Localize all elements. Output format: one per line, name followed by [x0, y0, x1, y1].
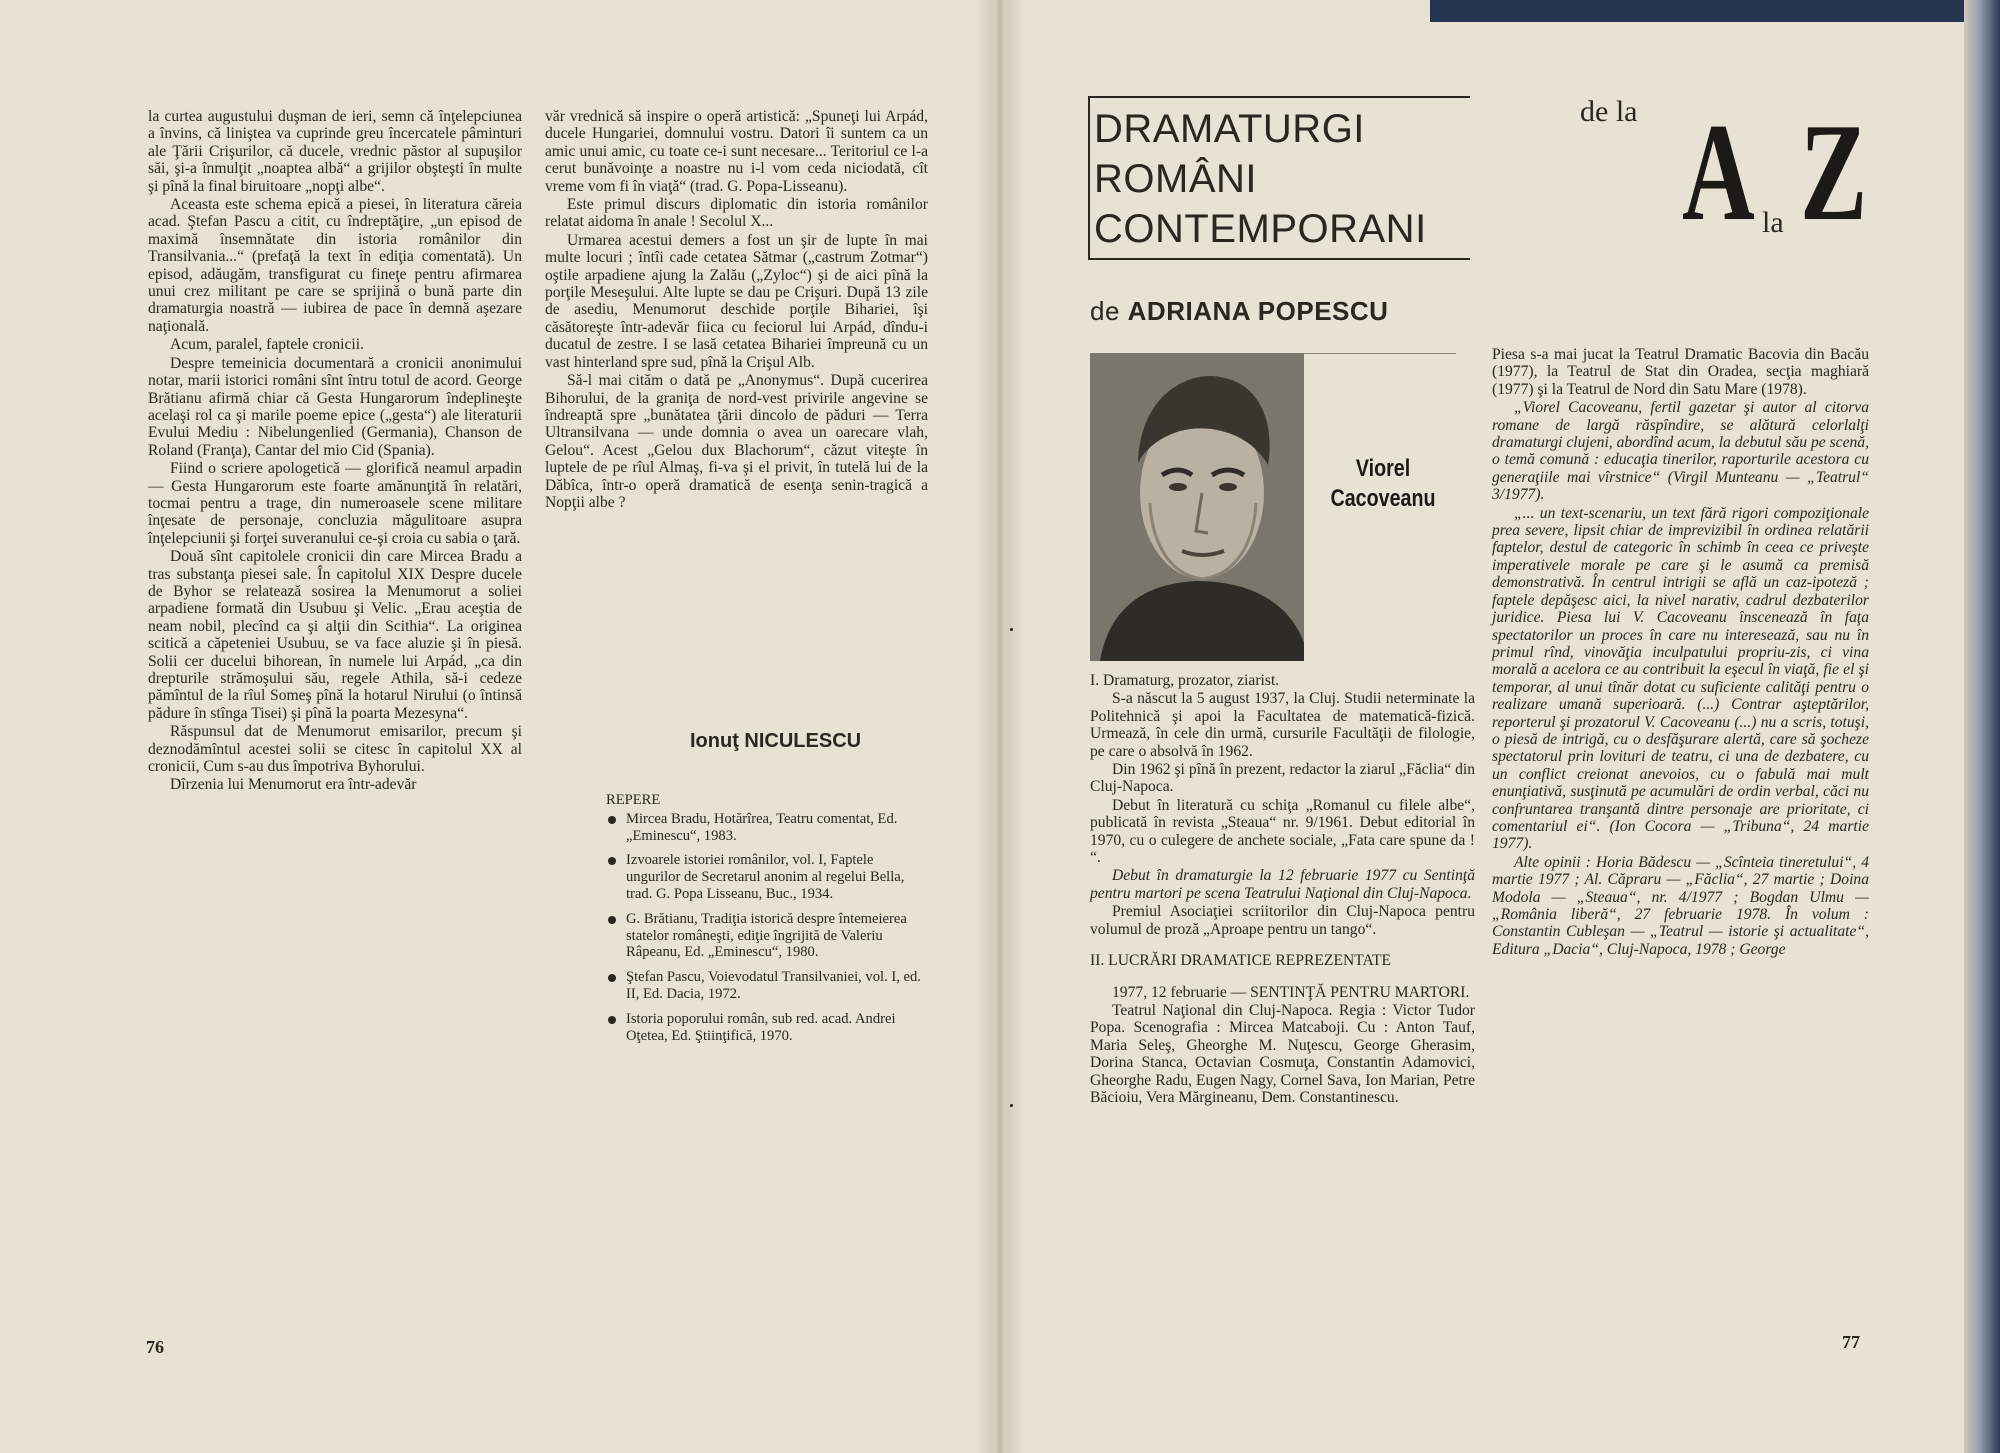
paragraph: „Viorel Cacoveanu, fertil gazetar şi autor al citorva romane de largă răspîndire, se alătură celorlalţi dramaturgi clujeni, abordînd acum, la debutul său pe scenă, o temă comună : educaţia tinerilor, raporturile acestora cu generaţiile mai vîrstnice“ (Virgil Munteanu — „Teatrul“ 3/1977).	[1492, 399, 1869, 504]
header-line: CONTEMPORANI	[1094, 207, 1427, 251]
references-box	[606, 792, 926, 1052]
print-mark	[1010, 628, 1013, 631]
page-number-right: 77	[1842, 1332, 1860, 1352]
header-line: DRAMATURGI	[1094, 107, 1365, 151]
reference-item: G. Brătianu, Tradiţia istorică despre întemeierea statelor româneşti, ediţie îngrijită de Valeriu Râpeanu, Ed. „Eminescu“, 1980.	[606, 911, 926, 961]
paragraph: Răspunsul dat de Menumorut emisarilor, precum şi deznodămîntul acestei solii se citesc în capitolul XX al cronicii, Cum s-au dus împotriva Byhorului.	[148, 723, 522, 776]
de-la-label: de la	[1580, 95, 1638, 128]
paragraph: Aceasta este schema epică a piesei, în literatura căreia acad. Ştefan Pascu a citit, cu îndreptăţire, „un episod de maximă însemnătate din istoria românilor din Transilvania...“ (prefaţă la text în ediţia comentată). Un episod, adăugăm, transfigurat cu fineţe pentru afirmarea unui crez militant pe care se sprijină o bună parte din dramaturgia noastră — iubirea de pace în demnă aşezare naţională.	[148, 196, 522, 335]
paragraph: Debut în literatură cu schiţa „Romanul cu filele albe“, publicată în revista „Steaua“ nr. 9/1961. Debut editorial în 1970, cu o culegere de anchete sociale, „Fata care spune da ! “.	[1090, 796, 1475, 867]
references-title: REPERE	[606, 792, 661, 808]
big-letter-z: Z	[1800, 95, 1868, 250]
reference-item: Ştefan Pascu, Voievodatul Transilvaniei, vol. I, ed. II, Ed. Dacia, 1972.	[606, 969, 926, 1003]
paragraph: Două sînt capitolele cronicii din care Mircea Bradu a tras substanţa piesei sale. În capitolul XIX Despre ducele de Byhor se relatează sosirea la Menumorut a soliei arpadiene formată din Usubuu şi Velic. „Erau aceştia de neam nobil, plecînd ca şi alţii din Scithia“. La originea scitică a căpeteniei Usubuu, se va face aluzie şi în piesă. Solii cer ducelui bihorean, în numele lui Arpád, „ca din drepturile strămoşului său, regele Athila, să-i cedeze pămîntul de la rîul Someş pînă la hotarul Nirului (o întinsă pădure în stînga Tisei) şi pînă la poarta Mezesyna“.	[148, 548, 522, 722]
reference-item: Izvoarele istoriei românilor, vol. I, Faptele ungurilor de Secretarul anonim al regelui Bella, trad. G. Popa Lisseanu, Buc., 1934.	[606, 852, 926, 902]
paragraph: Acum, paralel, faptele cronicii.	[170, 336, 364, 354]
paragraph: Piesa s-a mai jucat la Teatrul Dramatic Bacovia din Bacău (1977), la Teatrul de Stat din Oradea, secţia maghiară (1977) şi la Teatrul de Nord din Satu Mare (1978).	[1492, 346, 1869, 398]
page-number-left: 76	[146, 1337, 164, 1357]
article-signature: Ionuţ NICULESCU	[690, 730, 862, 752]
author-name: ADRIANA POPESCU	[1127, 296, 1389, 326]
paragraph: Teatrul Naţional din Cluj-Napoca. Regia : Victor Tudor Popa. Scenografia : Mircea Matcaboji. Cu : Anton Tauf, Maria Seleş, Gheorghe M. Nuţescu, George Gherasim, Dorina Stanca, Octavian Cosmuţa, Constantin Adamovici, Gheorghe Radu, Eugen Nagy, Cornel Sava, Ion Marian, Petre Băcioiu, Vera Mărgineanu, Dem. Constantinescu.	[1090, 1001, 1475, 1106]
section-header	[1088, 96, 1470, 260]
right-page-column-1	[1090, 672, 1475, 1107]
right-page-column-2	[1492, 346, 1869, 959]
header-line: ROMÂNI	[1094, 157, 1257, 201]
paragraph: 1977, 12 februarie — SENTINŢĂ PENTRU MARTORI.	[1112, 983, 1470, 1001]
author-byline	[1090, 296, 1388, 327]
paragraph: Debut în dramaturgie la 12 februarie 1977 cu Sentinţă pentru martori pe scena Teatrului Naţional din Cluj-Napoca.	[1090, 867, 1475, 902]
paragraph: Premiul Asociaţiei scriitorilor din Cluj-Napoca pentru volumul de proză „Aproape pentru un tango“.	[1090, 903, 1475, 938]
paragraph: „... un text-scenariu, un text fără rigori compoziţionale prea severe, lipsit chiar de imprevizibil în ordinea relatării faptelor, destul de categoric în schimb în ceea ce priveşte imperativele morale pe care şi le asumă ca premisă demonstrativă. În centrul intrigii se află un caz-ipoteză ; faptele depăşesc aici, la nivel narativ, cadrul dezbaterilor juridice. Piesa lui V. Cacoveanu înscenează în faţa spectatorilor un proces în care nu interesează, sau nu în primul rînd, vinovăţia inculpatului propriu-zis, ci vina morală a acelora ce au contribuit la eşecul în viaţă, fie el şi temporar, al unui tînăr dotat cu suficiente calităţi pentru o realizare umană superioară. (...) Contrar aşteptărilor, reporterul şi prozatorul V. Cacoveanu (...) nu a scris, totuşi, o piesă de intrigă, cu o desfăşurare alertă, care să şocheze spectatorul prin lovituri de teatru, ci una de dezbatere, cu un conflict creionat anevoios, cu o fabulă mai mult enunţiativă, susţinută pe acumulări de ordin verbal, căci nu confruntarea tranşantă dintre personaje are prioritate, ci comentariul ei“. (Ion Cocora — „Tribuna“, 24 martie 1977).	[1492, 504, 1869, 853]
print-mark	[1010, 1104, 1013, 1107]
paragraph: S-a născut la 5 august 1937, la Cluj. Studii neterminate la Politehnică şi apoi la Facultatea de matematică-fizică. Urmează, în cele din urmă, cursurile Facultăţii de filologie, pe care o absolvă în 1962.	[1090, 690, 1475, 760]
big-letter-a: A	[1682, 95, 1755, 250]
portrait-photo	[1090, 353, 1304, 661]
book-cover-edge	[1430, 0, 2000, 22]
left-page-column-2	[545, 108, 928, 512]
page-gutter	[975, 0, 1025, 1453]
paragraph: Dîrzenia lui Menumorut era într-adevăr	[170, 776, 417, 794]
paragraph: Despre temeinicia documentară a cronicii anonimului notar, marii istorici români sînt întru totul de acord. George Brătianu afirmă chiar că Gesta Hungarorum îndeplineşte acelaşi rol ca şi marile poeme epice („gesta“) ale literaturii Evului Mediu : Nibelungenlied (Germania), Chanson de Roland (Franţa), Cantar del mio Cid (Spania).	[148, 354, 522, 459]
section-heading: II. LUCRĂRI DRAMATICE REPREZENTATE	[1090, 952, 1392, 970]
paragraph: Din 1962 şi pînă în prezent, redactor la ziarul „Făclia“ din Cluj-Napoca.	[1090, 761, 1475, 796]
paragraph: Fiind o scriere apologetică — glorifică neamul arpadin — Gesta Hungarorum este foarte amănunţită în relatări, tocmai pentru a trage, din numeroasele scene militare înţesate de personaje, concluzia măgulitoare asupra înţelepciunii şi forţei suveranului ce-şi croia cu sabia o ţară.	[148, 460, 522, 547]
paragraph: I. Dramaturg, prozator, ziarist.	[1090, 672, 1280, 689]
paragraph: Urmarea acestui demers a fost un şir de lupte în mai multe locuri ; întîi cade cetatea Sătmar („castrum Zotmar“) oştile arpadiene ajung la Zalău („Zyloc“) şi de aici pînă la porţile Meseşului. Alte lupte se dau pe Crişuri. După 13 zile de asediu, Menumorut deschide porţile Bihariei, îşi căsătoreşte într-adevăr fiica cu feciorul lui Arpád, dîndu-i ducatul de zestre. I se lasă cetatea Bihariei împreună cu un vast hinterland spre sud, pînă la Crişul Alb.	[545, 231, 928, 371]
reference-item: Istoria poporului român, sub red. acad. Andrei Oţetea, Ed. Ştiinţifică, 1970.	[606, 1011, 926, 1045]
reference-item: Mircea Bradu, Hotărîrea, Teatru comentat, Ed. „Eminescu“, 1983.	[606, 811, 926, 845]
book-edge	[1964, 0, 2000, 1453]
paragraph: Alte opinii : Horia Bădescu — „Scînteia tineretului“, 4 martie 1977 ; Al. Căpraru — „Făclia“, 27 martie ; Doina Modola — „Steaua“, nr. 4/1977 ; Bogdan Ulmu — „România liberă“, 27 februarie 1978. În volum : Constantin Cubleşan — „Teatrul — istorie şi actualitate“, Editura „Dacia“, Cluj-Napoca, 1978 ; George	[1492, 853, 1869, 958]
paragraph: văr vrednică să inspire o operă artistică: „Spuneţi lui Arpád, ducele Hungariei, domnului vostru. Datori îi suntem ca un amic unui amic, cu toate ce-i sunt necesare... Teritoriul ce l-a cerut bunăvoinţe a noastre nu i-l vom ceda niciodată, cît vreme vom fi în viaţă“ (trad. G. Popa-Lisseanu).	[545, 108, 928, 195]
la-label: la	[1762, 206, 1784, 239]
paragraph: la curtea augustului duşman de ieri, semn că înţelepciunea a învins, că liniştea va cuprinde greu încercatele pâminturi ale Ţării Crişurilor, că ducele, vrednic păstor al supuşilor săi, şi-a înmulţit „noaptea albă“ a grijilor obşteşti în multe şi pînă la final biruitoare „nopţi albe“.	[148, 108, 522, 195]
author-prefix: de	[1090, 296, 1120, 326]
paragraph: Este primul discurs diplomatic din istoria românilor relatat aidoma în anale ! Secolul X...	[545, 196, 928, 231]
portrait-name: Viorel Cacoveanu	[1330, 455, 1436, 512]
left-page-column-1	[148, 108, 522, 795]
paragraph: Să-l mai cităm o dată pe „Anonymus“. După cucerirea Bihorului, de la graniţa de nord-vest privirile angevine se îndreaptă spre „bunătatea ţării dincolo de păduri — Terra Ultransilvana — unde domnia o avea un oarecare vlah, Gelou“. Acest „Gelou dux Blachorum“, căzut viteşte în luptele de pe rîul Almaş, fi-va şi el privit, în tutelă lui de la Dăbîca, într-o operă dramatică de esenţa senin-tragică a Nopţii albe ?	[545, 372, 928, 511]
